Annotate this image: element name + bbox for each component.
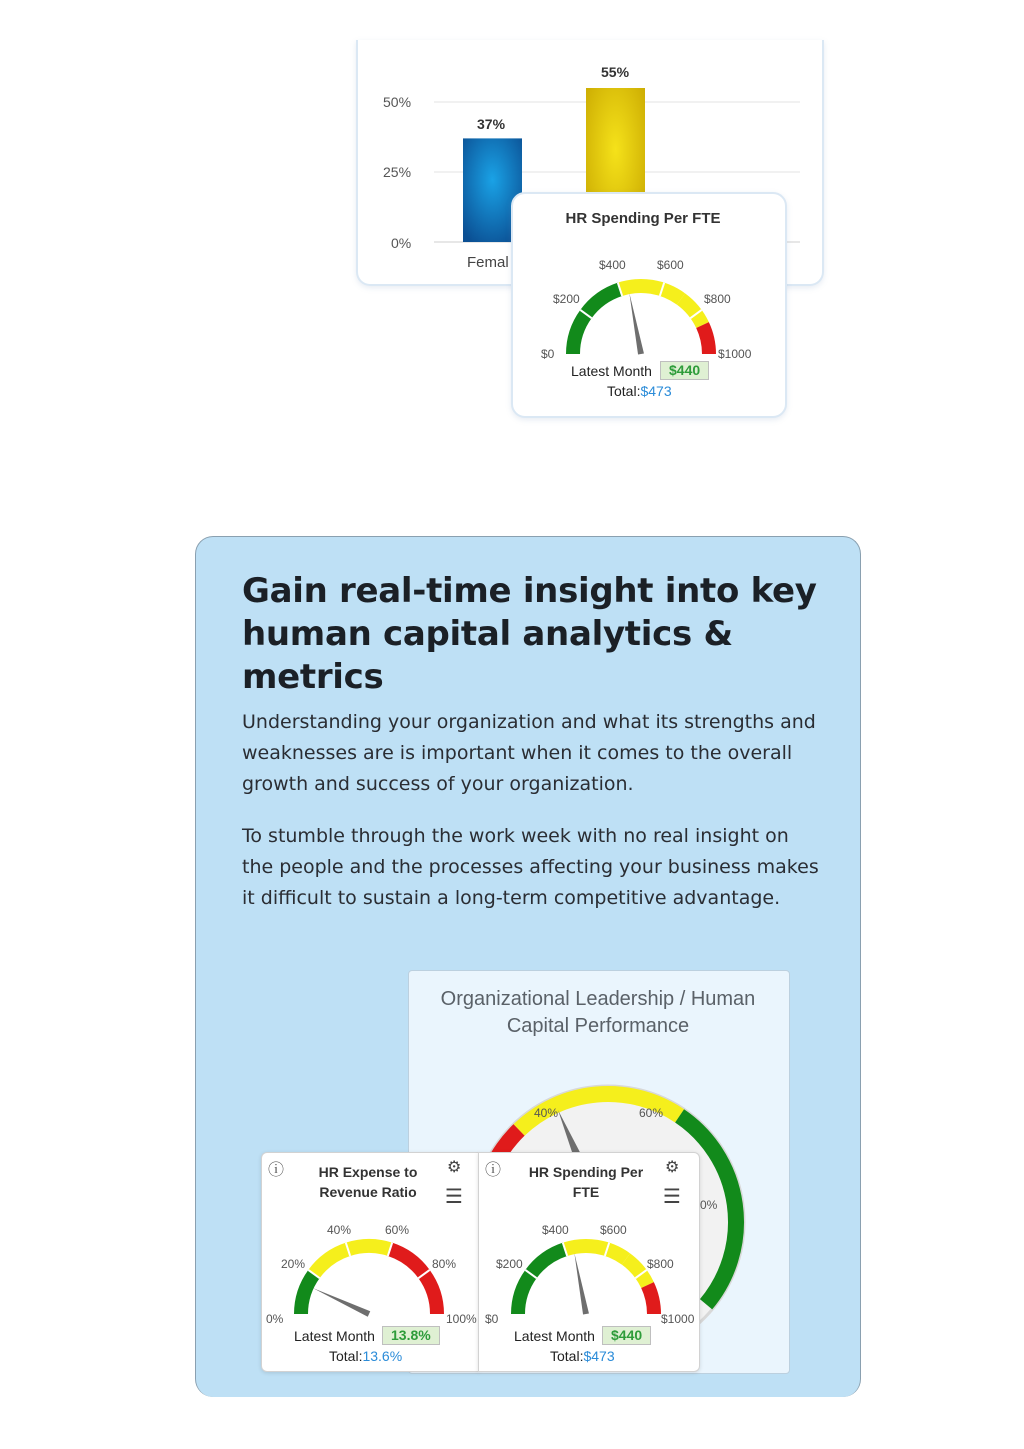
mini2-tick-800: $800 (647, 1257, 674, 1271)
gauge-band-yellow (620, 286, 681, 299)
gauge-band-green (573, 289, 620, 354)
gear-icon[interactable]: ⚙ (447, 1159, 462, 1176)
total-value: $473 (640, 383, 672, 399)
mini2-tick-600: $600 (600, 1223, 627, 1237)
y-tick-50: 50% (383, 94, 412, 110)
hr-spending-gauge (511, 192, 783, 414)
y-tick-25: 25% (383, 164, 412, 180)
gauge-band-red (703, 325, 709, 354)
gauge-tick-600: $600 (657, 258, 684, 272)
gauge-band-red (648, 1285, 654, 1314)
gauge-tick-800: $800 (704, 292, 731, 306)
mini2-tick-1000: $1000 (661, 1312, 695, 1326)
gauge-band-green (301, 1274, 314, 1314)
mini1-latest-value: 13.8% (382, 1326, 440, 1345)
mini1-latest-label: Latest Month (294, 1328, 375, 1344)
org-tick-partial: 0% (700, 1198, 718, 1212)
info-icon[interactable]: ⓘ (268, 1162, 285, 1179)
latest-month-value: $440 (660, 361, 709, 380)
mini1-total-line (329, 1348, 402, 1364)
menu-icon[interactable]: ☰ (445, 1186, 463, 1208)
org-tick-40: 40% (534, 1106, 559, 1120)
bar-label-1: 37% (477, 116, 506, 132)
mini-gauge-needle (574, 1253, 589, 1314)
mini1-total-value: 13.6% (362, 1348, 403, 1364)
org-leadership-title: Organizational Leadership / Human Capital Performance (440, 988, 756, 1037)
mini-gauge-needle (313, 1288, 371, 1317)
gauge-tick-1000: $1000 (718, 347, 752, 361)
total-label: Total: (607, 383, 641, 399)
mini2-tick-400: $400 (542, 1223, 569, 1237)
mini1-tick-20: 20% (281, 1257, 306, 1271)
feature-headline: Gain real-time insight into key human capital analytics & metrics (242, 571, 817, 697)
gauge-band-yellow (565, 1246, 626, 1259)
y-tick-0: 0% (391, 235, 412, 251)
mini2-latest-value: $440 (602, 1326, 651, 1345)
org-tick-60: 60% (639, 1106, 664, 1120)
gear-icon[interactable]: ⚙ (665, 1159, 680, 1176)
mini1-tick-40: 40% (327, 1223, 352, 1237)
mini1-tick-0: 0% (266, 1312, 284, 1326)
mini1-tick-60: 60% (385, 1223, 410, 1237)
mini2-tick-0: $0 (485, 1312, 499, 1326)
gauge-band-yellow (348, 1246, 390, 1249)
gauge-title: HR Spending Per FTE (565, 210, 721, 227)
info-icon[interactable]: ⓘ (485, 1162, 502, 1179)
gauge-tick-0: $0 (541, 347, 555, 361)
x-category-label: Femal (467, 254, 509, 271)
gauge-tick-200: $200 (553, 292, 580, 306)
menu-icon[interactable]: ☰ (663, 1186, 681, 1208)
gauge-band-green (518, 1249, 565, 1314)
mini2-total-label: Total: (550, 1348, 584, 1364)
feature-paragraph-1: Understanding your organization and what its strengths and weaknesses are is important when it comes to the overall growth and success of your organization. (242, 711, 816, 795)
bar-label-2: 55% (601, 64, 630, 80)
mini2-total-line (550, 1348, 615, 1364)
mini2-tick-200: $200 (496, 1257, 523, 1271)
gauge-band-yellow (314, 1249, 348, 1274)
gauge-tick-400: $400 (599, 258, 626, 272)
mini-gauge-title-2: HR Spending Per FTE (528, 1164, 644, 1200)
mini-gauge-title-1: HR Expense to Revenue Ratio (318, 1164, 418, 1200)
latest-month-label: Latest Month (571, 363, 652, 379)
mini2-total-value: $473 (583, 1348, 615, 1364)
mini1-tick-80: 80% (432, 1257, 457, 1271)
total-line (607, 383, 672, 399)
mini1-total-label: Total: (329, 1348, 363, 1364)
feature-paragraph-2: To stumble through the work week with no real insight on the people and the processes affecting your business makes it difficult to sustain a long-term competitive advantage. (242, 825, 819, 909)
mini2-latest-label: Latest Month (514, 1328, 595, 1344)
mini1-tick-100: 100% (446, 1312, 477, 1326)
gauge-needle (629, 293, 644, 354)
gauge-band-red (390, 1249, 437, 1314)
